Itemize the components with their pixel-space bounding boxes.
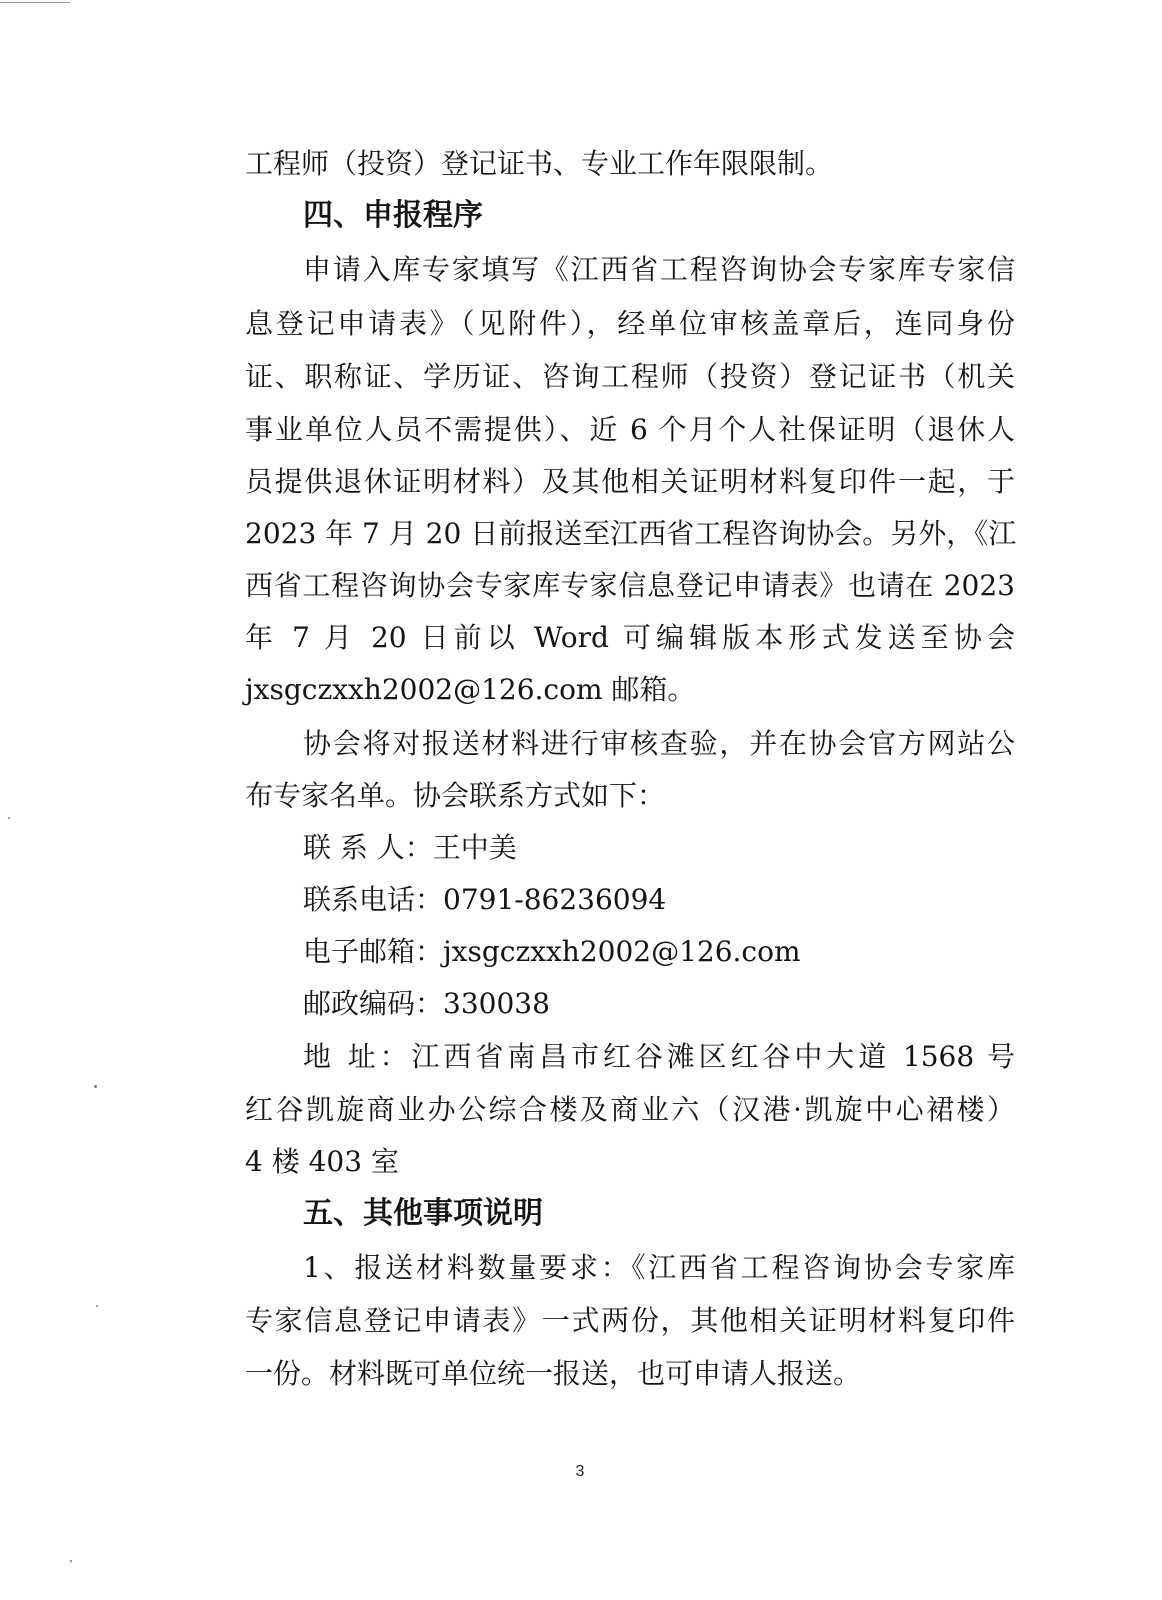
section-heading-5: 五、其他事项说明 — [303, 1196, 543, 1231]
paragraph-line: 工程师（投资）登记证书、专业工作年限限制。 — [245, 147, 834, 180]
paragraph-line: 1、报送材料数量要求：《江西省工程咨询协会专家库 — [303, 1251, 1015, 1284]
scan-speck — [8, 817, 10, 819]
paragraph-line: 息登记申请表》（见附件），经单位审核盖章后，连同身份 — [245, 307, 1015, 340]
paragraph-line: 2023 年 7 月 20 日前报送至江西省工程咨询协会。另外，《江 — [245, 517, 1017, 550]
paragraph-line: 事业单位人员不需提供）、近 6 个月个人社保证明（退休人 — [245, 413, 1015, 446]
section-heading-4: 四、申报程序 — [303, 198, 483, 233]
paragraph-line: 证、职称证、学历证、咨询工程师（投资）登记证书（机关 — [245, 360, 1015, 393]
paragraph-line: 布专家名单。协会联系方式如下： — [245, 779, 666, 812]
paragraph-line: 协会将对报送材料进行审核查验，并在协会官方网站公 — [303, 727, 1015, 760]
page-number: 3 — [575, 1463, 585, 1480]
paragraph-line: 申请入库专家填写《江西省工程咨询协会专家库专家信 — [303, 253, 1015, 286]
contact-address-line: 4 楼 403 室 — [245, 1145, 399, 1178]
contact-person: 联 系 人：王中美 — [303, 831, 517, 864]
contact-email: 电子邮箱：jxsgczxxh2002@126.com — [303, 935, 801, 968]
paragraph-line: 一份。材料既可单位统一报送，也可申请人报送。 — [245, 1357, 862, 1390]
paragraph-line: jxsgczxxh2002@126.com 邮箱。 — [245, 673, 696, 706]
contact-postcode: 邮政编码：330038 — [303, 987, 550, 1020]
paragraph-line: 西省工程咨询协会专家库专家信息登记申请表》也请在 2023 — [245, 569, 1015, 602]
scan-speck — [96, 1305, 98, 1307]
paragraph-line: 员提供退休证明材料）及其他相关证明材料复印件一起，于 — [245, 465, 1015, 498]
paragraph-line: 年 7 月 20 日前以 Word 可编辑版本形式发送至协会 — [245, 621, 1015, 654]
scan-edge-mark — [0, 2, 70, 3]
contact-address-line: 红谷凯旋商业办公综合楼及商业六（汉港·凯旋中心裙楼） — [245, 1093, 1015, 1126]
contact-phone: 联系电话：0791-86236094 — [303, 883, 667, 916]
scan-speck — [70, 1560, 72, 1562]
scan-speck — [94, 1085, 97, 1088]
contact-address: 地 址：江西省南昌市红谷滩区红谷中大道 1568 号 — [303, 1040, 1015, 1073]
paragraph-line: 专家信息登记申请表》一式两份，其他相关证明材料复印件 — [245, 1304, 1015, 1337]
